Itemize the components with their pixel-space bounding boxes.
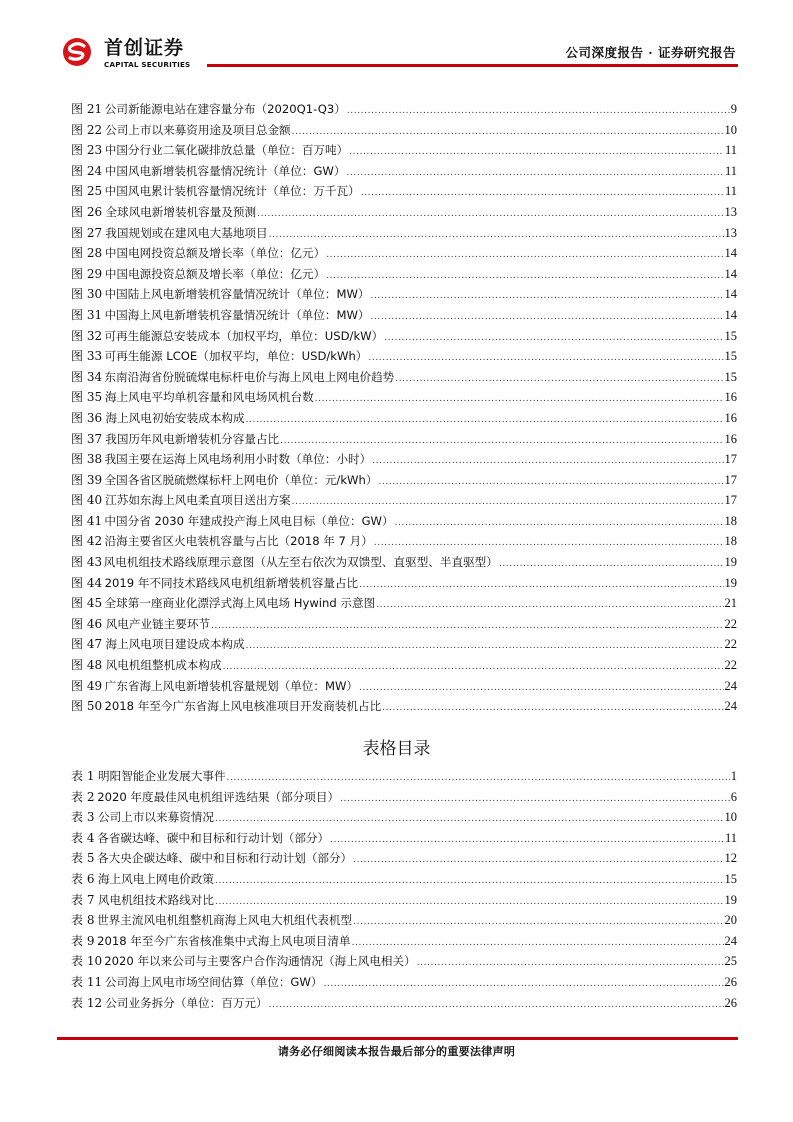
entry-title[interactable]: 中国陆上风电新增装机容量情况统计（单位：MW） — [104, 287, 370, 302]
leader-dots — [353, 912, 723, 933]
entry-number: 图 46 — [71, 616, 103, 631]
leader-dots — [376, 595, 723, 616]
entry-number: 表 8 — [71, 913, 95, 928]
leader-dots — [371, 286, 724, 307]
leader-dots — [269, 995, 724, 1016]
entry-title[interactable]: 2020 年以来公司与主要客户合作沟通情况（海上风电相关） — [104, 954, 416, 969]
entry-title[interactable]: 各省碳达峰、碳中和目标和行动计划（部分） — [97, 830, 330, 845]
entry-title[interactable]: 2020 年度最佳风电机组评选结果（部分项目） — [97, 789, 340, 804]
entry-number: 图 34 — [71, 369, 103, 384]
entry-number: 图 40 — [71, 493, 103, 508]
figure-toc-entry[interactable] — [71, 181, 737, 202]
page-number[interactable]: 20 — [724, 913, 737, 928]
entry-title[interactable]: 沿海主要省区火电装机容量与占比（2018 年 7 月） — [104, 534, 373, 549]
table-toc-entry[interactable] — [71, 993, 737, 1014]
page-number[interactable]: 26 — [724, 974, 737, 989]
header-divider — [207, 64, 738, 67]
table-toc-entry[interactable] — [71, 910, 737, 931]
entry-title[interactable]: 各大央企碳达峰、碳中和目标和行动计划（部分） — [97, 851, 353, 866]
entry-title[interactable]: 中国电源投资总额及增长率（单位：亿元） — [104, 266, 326, 281]
page-number[interactable]: 21 — [724, 596, 737, 611]
entry-title[interactable]: 海上风电项目建设成本构成 — [105, 637, 245, 652]
leader-dots — [257, 204, 723, 225]
entry-number: 表 3 — [71, 810, 95, 825]
tables-section-title: 表格目录 — [362, 739, 431, 759]
page-number[interactable]: 17 — [724, 493, 737, 508]
page-number[interactable]: 16 — [724, 431, 737, 446]
figure-toc-entry[interactable] — [71, 676, 737, 697]
entry-title[interactable]: 我国主要在运海上风电场利用小时数（单位：小时） — [104, 452, 372, 467]
page-number[interactable]: 18 — [724, 513, 737, 528]
leader-dots — [340, 789, 730, 810]
page-number[interactable]: 18 — [724, 534, 737, 549]
page-number[interactable]: 16 — [724, 390, 737, 405]
figure-toc-entry[interactable] — [71, 573, 737, 594]
page-number[interactable]: 24 — [724, 678, 737, 693]
entry-number: 图 28 — [71, 246, 103, 261]
leader-dots — [395, 513, 724, 534]
figure-toc-entry[interactable] — [71, 511, 737, 532]
entry-number: 表 2 — [71, 789, 95, 804]
page-number[interactable]: 15 — [724, 871, 737, 886]
leader-dots — [246, 636, 724, 657]
page-number[interactable]: 15 — [724, 369, 737, 384]
page-number[interactable]: 9 — [730, 102, 737, 116]
leader-dots — [382, 698, 723, 719]
report-type-tag: 公司深度报告 · 证券研究报告 — [565, 45, 736, 60]
table-toc-entry[interactable] — [71, 869, 737, 890]
leader-dots — [215, 809, 724, 830]
figure-toc-entry[interactable] — [71, 264, 737, 285]
leader-dots — [361, 183, 724, 204]
figure-toc-entry[interactable] — [71, 140, 737, 161]
entry-number: 图 25 — [71, 184, 103, 199]
leader-dots — [499, 554, 724, 575]
page-header — [0, 0, 793, 80]
entry-number: 图 45 — [71, 596, 103, 611]
leader-dots — [315, 389, 724, 410]
table-toc-entry[interactable] — [71, 828, 737, 849]
entry-number: 表 9 — [71, 933, 95, 948]
leader-dots — [292, 122, 724, 143]
page-number[interactable]: 19 — [724, 555, 737, 570]
figure-toc-entry[interactable] — [71, 449, 737, 470]
entry-title[interactable]: 全球第一座商业化漂浮式海上风电场 Hywind 示意图 — [104, 596, 376, 611]
entry-title[interactable]: 可再生能源总安装成本（加权平均，单位：USD/kW） — [104, 328, 384, 343]
page-number[interactable]: 14 — [724, 287, 737, 302]
entry-number: 图 27 — [71, 225, 103, 240]
entry-number: 图 35 — [71, 390, 103, 405]
page-number[interactable]: 13 — [724, 204, 737, 219]
page-number[interactable]: 19 — [724, 575, 737, 590]
page-number[interactable]: 24 — [724, 933, 737, 948]
entry-number: 图 39 — [71, 472, 103, 487]
leader-dots — [371, 307, 724, 328]
leader-dots — [417, 953, 724, 974]
footer-divider — [57, 1037, 738, 1040]
entry-number: 表 10 — [71, 954, 103, 969]
entry-number: 图 42 — [71, 534, 103, 549]
entry-number: 图 32 — [71, 328, 103, 343]
leader-dots — [346, 163, 723, 184]
table-toc-entry[interactable] — [71, 787, 737, 808]
leader-dots — [330, 830, 724, 851]
page-number[interactable]: 10 — [724, 810, 737, 825]
table-toc-entry[interactable] — [71, 972, 737, 993]
table-toc-entry[interactable] — [71, 807, 737, 828]
entry-number: 图 23 — [71, 143, 103, 158]
entry-number: 图 47 — [71, 637, 103, 652]
entry-number: 图 44 — [71, 575, 103, 590]
leader-dots — [292, 492, 724, 513]
page-number[interactable]: 25 — [724, 954, 737, 969]
leader-dots — [353, 850, 723, 871]
figure-toc-entry[interactable] — [71, 99, 737, 120]
leader-dots — [368, 348, 723, 369]
leader-dots — [395, 369, 723, 390]
entry-number: 图 31 — [71, 307, 103, 322]
leader-dots — [347, 101, 730, 122]
page-number[interactable]: 16 — [724, 410, 737, 425]
leader-dots — [215, 892, 724, 913]
leader-dots — [384, 328, 723, 349]
entry-number: 图 38 — [71, 452, 103, 467]
entry-number: 表 1 — [71, 769, 95, 783]
entry-number: 表 5 — [71, 851, 95, 866]
leader-dots — [359, 575, 723, 596]
figure-toc-entry[interactable] — [71, 593, 737, 614]
figure-toc-entry[interactable] — [71, 305, 737, 326]
figure-toc-entry[interactable] — [71, 223, 737, 244]
leader-dots — [372, 451, 723, 472]
leader-dots — [352, 933, 724, 954]
leader-dots — [359, 678, 724, 699]
page-number[interactable]: 11 — [724, 163, 737, 178]
page-number[interactable]: 17 — [724, 452, 737, 467]
figure-list — [71, 99, 737, 717]
leader-dots — [211, 616, 723, 637]
entry-number: 图 37 — [71, 431, 103, 446]
page-number[interactable]: 22 — [724, 658, 737, 673]
figure-toc-entry[interactable] — [71, 408, 737, 429]
figure-toc-entry[interactable] — [71, 161, 737, 182]
entry-title[interactable]: 中国风电新增装机容量情况统计（单位：GW） — [104, 163, 346, 178]
entry-title[interactable]: 可再生能源 LCOE（加权平均，单位：USD/kWh） — [104, 349, 368, 364]
entry-title[interactable]: 我国历年风电新增装机分容量占比 — [105, 431, 280, 446]
leader-dots — [223, 657, 724, 678]
entry-title[interactable]: 海上风电初始安装成本构成 — [105, 410, 245, 425]
entry-number: 图 29 — [71, 266, 103, 281]
entry-number: 图 24 — [71, 163, 103, 178]
entry-title[interactable]: 广东省海上风电新增装机容量规划（单位：MW） — [104, 678, 358, 693]
leader-dots — [349, 142, 724, 163]
figure-toc-entry[interactable] — [71, 490, 737, 511]
page-number[interactable]: 11 — [724, 143, 737, 158]
entry-number: 图 43 — [71, 555, 103, 570]
table-toc-entry[interactable] — [71, 890, 737, 911]
entry-title[interactable]: 明阳智能企业发展大事件 — [98, 769, 226, 783]
entry-title[interactable]: 风电机组技术路线对比 — [98, 892, 214, 907]
entry-number: 表 4 — [71, 830, 95, 845]
figure-toc-entry[interactable] — [71, 387, 737, 408]
figure-toc-entry[interactable] — [71, 429, 737, 450]
entry-number: 图 22 — [71, 122, 103, 137]
leader-dots — [378, 472, 723, 493]
entry-number: 图 48 — [71, 658, 103, 673]
page-number[interactable]: 17 — [724, 472, 737, 487]
entry-number: 图 41 — [71, 513, 103, 528]
entry-title[interactable]: 风电机组整机成本构成 — [105, 658, 222, 673]
leader-dots — [323, 974, 723, 995]
page-number[interactable]: 19 — [724, 892, 737, 907]
page-number[interactable]: 26 — [724, 995, 737, 1010]
entry-title[interactable]: 中国电网投资总额及增长率（单位：亿元） — [104, 246, 326, 261]
leader-dots — [215, 871, 724, 892]
page-number[interactable]: 14 — [724, 266, 737, 281]
entry-number: 表 11 — [71, 974, 103, 989]
entry-title[interactable]: 我国规划或在建风电大基地项目 — [105, 225, 268, 240]
leader-dots — [227, 768, 730, 789]
capital-securities-logo-icon — [62, 37, 92, 67]
entry-title[interactable]: 风电产业链主要环节 — [105, 616, 211, 631]
entry-title[interactable]: 公司上市以来募资情况 — [98, 810, 214, 825]
page-number[interactable]: 14 — [724, 246, 737, 261]
entry-title[interactable]: 全球风电新增装机容量及预测 — [105, 204, 257, 219]
page-number[interactable]: 15 — [724, 328, 737, 343]
entry-title[interactable]: 中国海上风电新增装机容量情况统计（单位：MW） — [104, 307, 370, 322]
table-toc-entry[interactable] — [71, 766, 737, 787]
page-number[interactable]: 13 — [724, 225, 737, 240]
entry-number: 表 7 — [71, 892, 95, 907]
entry-title[interactable]: 公司海上风电市场空间估算（单位：GW） — [104, 974, 323, 989]
entry-title[interactable]: 2019 年不同技术路线风电机组新增装机容量占比 — [104, 575, 359, 590]
page-number[interactable]: 15 — [724, 349, 737, 364]
figure-toc-entry[interactable] — [71, 326, 737, 347]
figure-toc-entry[interactable] — [71, 202, 737, 223]
table-toc-entry[interactable] — [71, 931, 737, 952]
page-number[interactable]: 22 — [724, 637, 737, 652]
figure-toc-entry[interactable] — [71, 346, 737, 367]
leader-dots — [326, 266, 723, 287]
entry-number: 表 12 — [71, 995, 103, 1010]
figure-toc-entry[interactable] — [71, 367, 737, 388]
entry-title[interactable]: 2018 年至今广东省海上风电核准项目开发商装机占比 — [104, 699, 382, 714]
entry-title[interactable]: 世界主流风电机组整机商海上风电大机组代表机型 — [97, 913, 353, 928]
leader-dots — [269, 225, 724, 246]
legal-disclaimer: 请务必仔细阅读本报告最后部分的重要法律声明 — [277, 1045, 516, 1058]
figure-toc-entry[interactable] — [71, 655, 737, 676]
figure-toc-entry[interactable] — [71, 531, 737, 552]
leader-dots — [374, 533, 724, 554]
entry-title[interactable]: 海上风电上网电价政策 — [98, 871, 214, 886]
entry-title[interactable]: 中国分省 2030 年建成投产海上风电目标（单位：GW） — [104, 513, 394, 528]
figure-toc-entry[interactable] — [71, 634, 737, 655]
logo-chinese-name: 首创证券 — [104, 37, 185, 59]
figure-toc-entry[interactable] — [71, 696, 737, 717]
page-number[interactable]: 11 — [724, 184, 737, 199]
entry-number: 图 26 — [71, 204, 103, 219]
figure-toc-entry[interactable] — [71, 120, 737, 141]
leader-dots — [246, 410, 724, 431]
entry-title[interactable]: 全国各省区脱硫燃煤标杆上网电价（单位：元/kWh） — [104, 472, 378, 487]
entry-title[interactable]: 海上风电平均单机容量和风电场风机台数 — [104, 390, 314, 405]
entry-number: 图 33 — [71, 349, 103, 364]
page-number[interactable]: 12 — [724, 851, 737, 866]
entry-title[interactable]: 风电机组技术路线原理示意图（从左至右依次为双馈型、直驱型、半直驱型） — [103, 555, 498, 570]
entry-number: 图 36 — [71, 410, 103, 425]
figure-toc-entry[interactable] — [71, 243, 737, 264]
entry-number: 图 30 — [71, 287, 103, 302]
entry-title[interactable]: 2018 年至今广东省核准集中式海上风电项目清单 — [97, 933, 351, 948]
page-number[interactable]: 6 — [730, 789, 737, 804]
page-number[interactable]: 14 — [724, 307, 737, 322]
entry-number: 图 49 — [71, 678, 103, 693]
entry-number: 表 6 — [71, 871, 95, 886]
table-toc-entry[interactable] — [71, 951, 737, 972]
entry-title[interactable]: 公司上市以来募资用途及项目总金额 — [105, 122, 291, 137]
entry-number: 图 50 — [71, 699, 103, 714]
leader-dots — [326, 245, 723, 266]
entry-title[interactable]: 江苏如东海上风电柔直项目送出方案 — [105, 493, 291, 508]
figure-toc-entry[interactable] — [71, 284, 737, 305]
entry-title[interactable]: 公司业务拆分（单位：百万元） — [105, 995, 268, 1010]
logo-english-name: CAPITAL SECURITIES — [104, 60, 191, 69]
page-number[interactable]: 24 — [724, 699, 737, 714]
entry-title[interactable]: 中国风电累计装机容量情况统计（单位：万千瓦） — [104, 184, 360, 199]
table-list — [71, 766, 737, 1013]
figure-toc-entry[interactable] — [71, 552, 737, 573]
leader-dots — [280, 431, 723, 452]
entry-title[interactable]: 中国分行业二氧化碳排放总量（单位：百万吨） — [104, 143, 349, 158]
page-number[interactable]: 10 — [724, 122, 737, 137]
page-number[interactable]: 11 — [724, 830, 737, 845]
entry-title[interactable]: 公司新能源电站在建容量分布（2020Q1-Q3） — [104, 102, 346, 116]
page-number[interactable]: 22 — [724, 616, 737, 631]
entry-number: 图 21 — [71, 102, 103, 116]
figure-toc-entry[interactable] — [71, 470, 737, 491]
page-number[interactable]: 1 — [730, 769, 737, 783]
table-toc-entry[interactable] — [71, 848, 737, 869]
entry-title[interactable]: 东南沿海省份脱硫煤电标杆电价与海上风电上网电价趋势 — [104, 369, 395, 384]
figure-toc-entry[interactable] — [71, 614, 737, 635]
